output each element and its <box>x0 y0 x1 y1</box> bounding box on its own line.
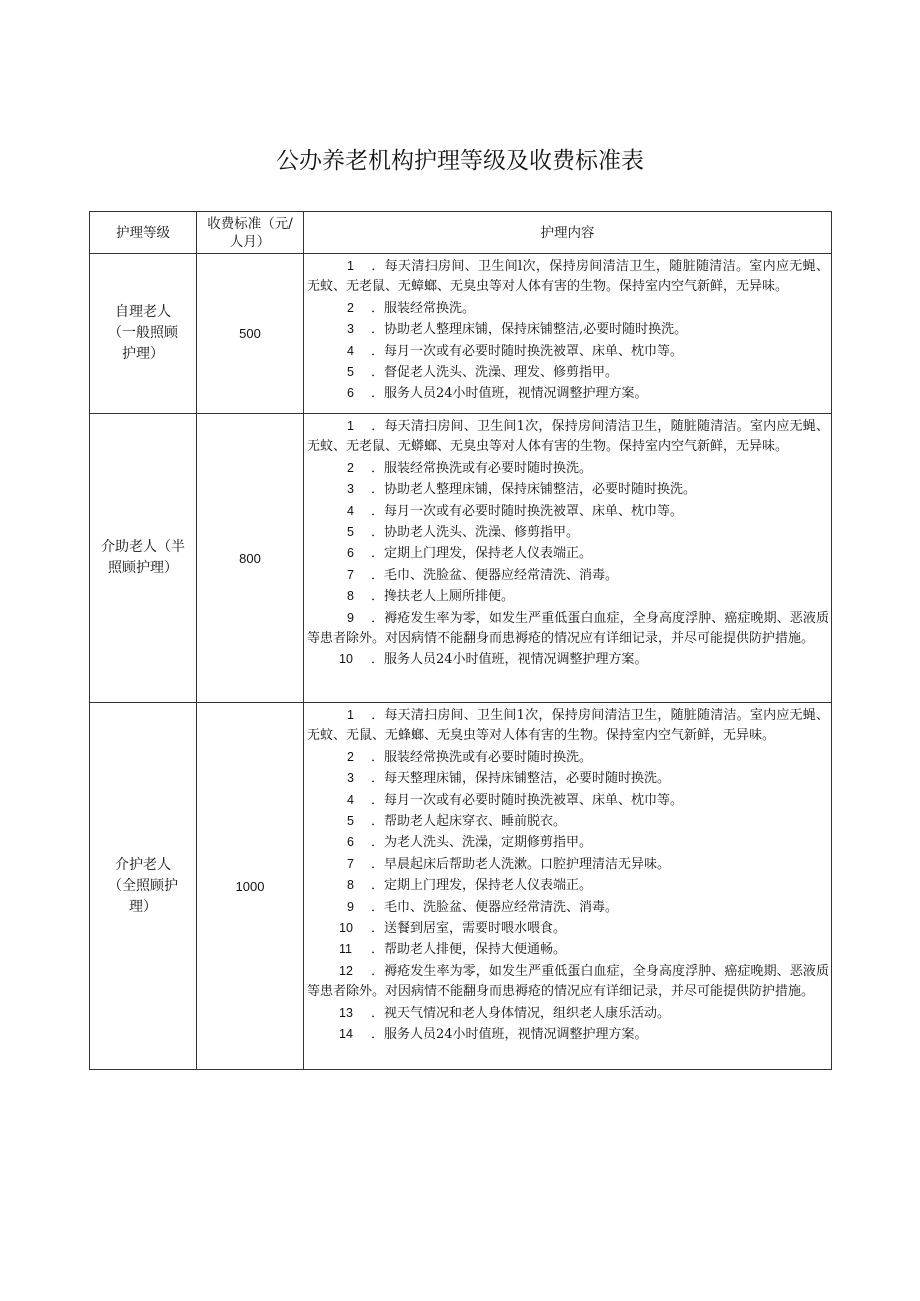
care-item <box>307 918 829 939</box>
care-item-text: ．协助老人整理床铺，保持床铺整洁，必要时随时换洗。 <box>371 482 697 498</box>
care-item-number: 3 <box>347 482 354 497</box>
care-item-number: 13 <box>339 1005 353 1020</box>
care-item-text: ．每天整理床铺，保持床铺整洁，必要时随时换洗。 <box>371 771 671 787</box>
care-item-number: 2 <box>347 460 354 475</box>
care-grade-line: 护理） <box>122 346 164 362</box>
care-item-number: 2 <box>347 300 354 315</box>
table-row <box>90 703 832 1070</box>
care-item <box>307 298 829 319</box>
care-item-text: ．毛巾、洗脸盆、便器应经常清洗、消毒。 <box>371 899 619 915</box>
care-grade-line: 介护老人 <box>115 856 171 873</box>
care-item-text: ．每月一次或有必要时随时换洗被罩、床单、枕巾等。 <box>371 343 684 359</box>
care-item-number: 7 <box>347 856 354 871</box>
care-item-number: 9 <box>347 610 354 625</box>
care-item <box>307 362 829 383</box>
care-item <box>307 811 829 832</box>
care-item <box>307 897 829 918</box>
care-item-text: ．每天清扫房间、卫生间l次，保持房间清洁卫生，随脏随清洁。室内应无蝇、无蚊、无老鼠、无蟑螂、无臭虫等对人体有害的生物。保持室内空气新鲜，无异味。 <box>307 259 829 295</box>
care-item <box>307 543 829 564</box>
care-grade-line: 照顾护理） <box>108 560 178 576</box>
care-item-text: ．每月一次或有必要时随时换洗被罩、床单、枕巾等。 <box>371 503 684 519</box>
care-item-number: 2 <box>347 749 354 764</box>
care-grade-line: 介助老人（半 <box>101 539 185 555</box>
care-item-text: ．早晨起床后帮助老人洗漱。口腔护理清洁无异味。 <box>371 856 671 872</box>
care-item-number: 5 <box>347 525 354 540</box>
care-content-cell <box>304 254 832 414</box>
care-item-text: ．帮助老人排便，保持大便通畅。 <box>371 942 567 958</box>
care-item-text: ．视天气情况和老人身体情况，组织老人康乐活动。 <box>371 1005 671 1021</box>
care-item-number: 10 <box>339 652 353 667</box>
care-item <box>307 649 829 670</box>
care-item-number: 12 <box>339 963 353 978</box>
care-item <box>307 501 829 522</box>
fee-cell: 1000 <box>197 703 304 1070</box>
care-grade-cell <box>90 254 197 414</box>
care-grade-line: （一般照顾 <box>108 325 178 341</box>
care-item-text: ．搀扶老人上厕所排便。 <box>371 589 515 605</box>
care-item-number: 5 <box>347 365 354 380</box>
care-item <box>307 705 829 747</box>
care-item <box>307 319 829 340</box>
care-item-text: ．每天清扫房间、卫生间1次，保持房间清洁卫生，随脏随清洁。室内应无蝇、无蚊、无老鼠、无蟒螂、无臭虫等对人体有害的生物。保持室内空气新鲜，无异味。 <box>307 419 829 455</box>
header-content: 护理内容 <box>304 212 832 254</box>
header-fee-line2: 人月） <box>229 233 271 250</box>
care-item <box>307 586 829 607</box>
care-item <box>307 458 829 479</box>
care-grade-line: （全照顾护 <box>108 877 178 894</box>
care-item <box>307 608 829 650</box>
care-item-number: 3 <box>347 771 354 786</box>
fee-standard-table <box>89 211 832 1070</box>
care-item <box>307 854 829 875</box>
care-grade-line: 自理老人 <box>115 304 171 320</box>
care-item-number: 11 <box>339 942 352 957</box>
care-content-cell <box>304 703 832 1070</box>
table-row <box>90 414 832 703</box>
care-item <box>307 341 829 362</box>
care-item <box>307 939 829 960</box>
document-title: 公办养老机构护理等级及收费标准表 <box>276 148 644 174</box>
care-item-number: 6 <box>347 386 354 401</box>
care-item <box>307 790 829 811</box>
care-item <box>307 256 829 298</box>
care-item-text: ．每月一次或有必要时随时换洗被罩、床单、枕巾等。 <box>371 792 684 808</box>
care-item-text: ．定期上门理发，保持老人仪表端正。 <box>371 546 593 562</box>
care-item <box>307 961 829 1003</box>
care-item <box>307 416 829 458</box>
care-item-text: ．协助老人整理床铺，保持床铺整洁,必要时随时换洗。 <box>371 322 688 338</box>
care-item-number: 10 <box>339 921 353 936</box>
care-item-text: ．服装经常换洗。 <box>371 300 476 316</box>
care-item-text: ．褥疮发生率为零，如发生严重低蛋白血症，全身高度浮肿、癌症晚期、恶液质等患者除外。对因病情不能翻身而患褥疮的情况应有详细记录，并尽可能提供防护措施。 <box>307 963 829 1000</box>
care-item-text: ．为老人洗头、洗澡，定期修剪指甲。 <box>371 835 593 851</box>
care-item-number: 8 <box>347 878 354 893</box>
care-item-number: 1 <box>347 708 354 722</box>
care-item-text: ．服务人员24小时值班，视情况调整护理方案。 <box>371 1027 648 1043</box>
header-grade: 护理等级 <box>90 212 197 254</box>
care-item-number: 14 <box>339 1027 353 1042</box>
care-item-number: 4 <box>347 792 354 807</box>
care-item-number: 5 <box>347 814 354 829</box>
fee-cell: 800 <box>197 414 304 703</box>
care-item-text: ．服装经常换洗或有必要时随时换洗。 <box>371 749 593 765</box>
care-item <box>307 1024 829 1045</box>
table-row <box>90 254 832 414</box>
care-item <box>307 875 829 896</box>
care-item-text: ．服务人员24小时值班，视情况调整护理方案。 <box>371 652 648 668</box>
care-item-text: ．毛巾、洗脸盆、便器应经常清洗、消毒。 <box>371 567 619 583</box>
care-item-text: ．督促老人洗头、洗澡、理发、修剪指甲。 <box>371 365 619 381</box>
care-item <box>307 565 829 586</box>
care-item-number: 1 <box>347 259 354 273</box>
care-item-number: 6 <box>347 835 354 850</box>
care-item <box>307 383 829 404</box>
care-grade-cell <box>90 414 197 703</box>
care-item-text: ．帮助老人起床穿衣、睡前脱衣。 <box>371 814 567 830</box>
care-item-text: ．服装经常换洗或有必要时随时换洗。 <box>371 460 593 476</box>
care-item <box>307 1003 829 1024</box>
header-fee <box>197 212 304 254</box>
care-item <box>307 747 829 768</box>
care-grade-line: 理） <box>129 898 157 915</box>
care-item-number: 4 <box>347 503 354 518</box>
care-item-number: 3 <box>347 322 354 337</box>
care-item-text: ．每天清扫房间、卫生间1次，保持房间清洁卫生，随脏随清洁。室内应无蝇、无蚊、无鼠、无蜂螂、无臭虫等对人体有害的生物。保持室内空气新鲜，无异味。 <box>307 708 829 744</box>
care-item-text: ．定期上门理发，保持老人仪表端正。 <box>371 878 593 894</box>
table-body <box>90 254 832 1070</box>
care-item-number: 7 <box>347 567 354 582</box>
fee-cell: 500 <box>197 254 304 414</box>
care-item-text: ．送餐到居室，需要时喂水喂食。 <box>371 921 567 937</box>
care-grade-cell <box>90 703 197 1070</box>
care-item-number: 4 <box>347 343 354 358</box>
care-item-text: ．协助老人洗头、洗澡、修剪指甲。 <box>371 525 580 541</box>
care-item-number: 6 <box>347 546 354 561</box>
care-item-number: 8 <box>347 589 354 604</box>
care-item-number: 9 <box>347 899 354 914</box>
care-item <box>307 832 829 853</box>
care-item-text: ．服务人员24小时值班，视情况调整护理方案。 <box>371 386 648 402</box>
care-item <box>307 522 829 543</box>
care-item <box>307 768 829 789</box>
care-item <box>307 479 829 500</box>
table-header-row <box>90 212 832 254</box>
header-fee-line1: 收费标准（元/ <box>207 215 293 232</box>
care-item-text: ．褥疮发生率为零，如发生严重低蛋白血症，全身高度浮肿、癌症晚期、恶液质等患者除外。对因病情不能翻身而患褥疮的情况应有详细记录，并尽可能提供防护措施。 <box>307 610 829 647</box>
care-item-number: 1 <box>347 419 354 433</box>
care-content-cell <box>304 414 832 703</box>
